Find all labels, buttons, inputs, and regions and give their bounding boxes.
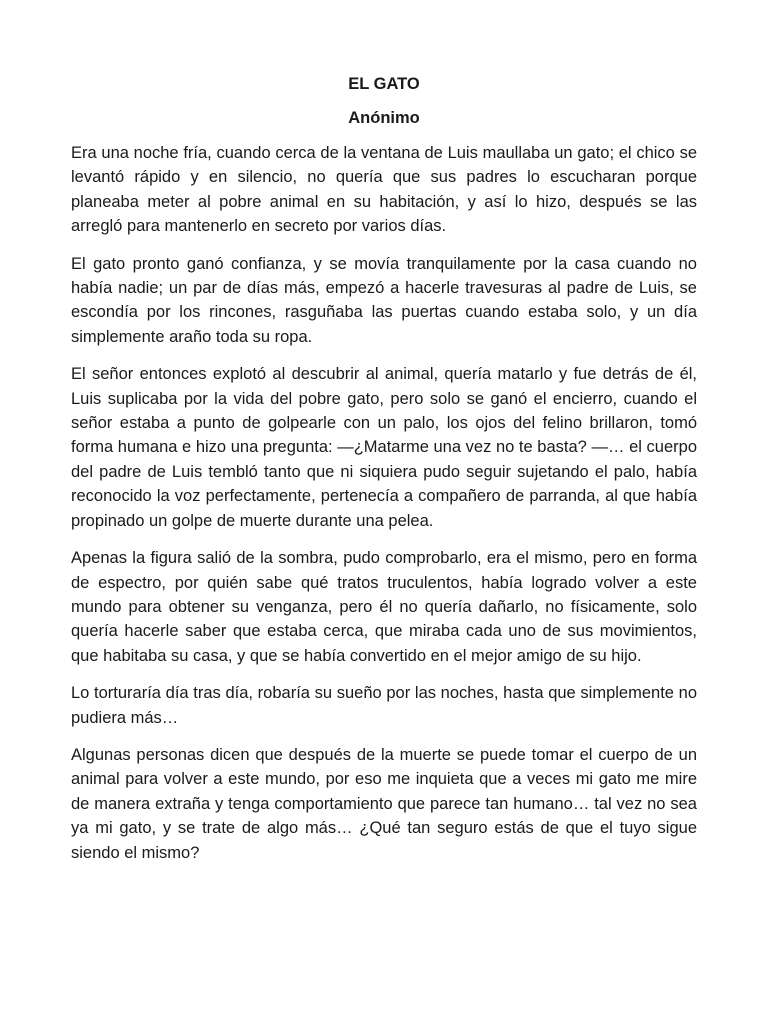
paragraph-3: El señor entonces explotó al descubrir al animal, quería matarlo y fue detrás de él, Luis suplicaba por la vida del pobre gato, pero solo se ganó el encierro, cuando el señor estaba a punto de golpearle con un palo, los ojos del felino brillaron, tomó forma humana e hizo una pregunta: —¿Matarme una vez no te basta? —… el cuerpo del padre de Luis tembló tanto que ni siquiera pudo seguir sujetando el palo, había reconocido la voz perfectamente, pertenecía a compañero de parranda, al que había propinado un golpe de muerte durante una pelea. [71,365,697,530]
document-author: Anónimo [348,109,420,127]
paragraph-6: Algunas personas dicen que después de la muerte se puede tomar el cuerpo de un animal para volver a este mundo, por eso me inquieta que a veces mi gato me mire de manera extraña y tenga comportamiento que parece tan humano… tal vez no sea ya mi gato, y se trate de algo más… ¿Qué tan seguro estás de que el tuyo sigue siendo el mismo? [71,745,697,862]
paragraph-1: Era una noche fría, cuando cerca de la ventana de Luis maullaba un gato; el chico se levantó rápido y en silencio, no quería que sus padres lo escucharan porque planeaba meter al pobre animal en su habitación, y así lo hizo, después se las arregló para mantenerlo en secreto por varios días. [71,144,697,236]
document-body [71,72,697,878]
paragraph-5: Lo torturaría día tras día, robaría su sueño por las noches, hasta que simplemente no pudiera más… [71,684,697,727]
document-title: EL GATO [348,75,420,93]
paragraph-4: Apenas la figura salió de la sombra, pudo comprobarlo, era el mismo, pero en forma de espectro, por quién sabe qué tratos truculentos, había logrado volver a este mundo para obtener su venganza, pero él no quería dañarlo, no físicamente, solo quería hacerle saber que estaba cerca, que miraba cada uno de sus movimientos, que habitaba su casa, y que se había convertido en el mejor amigo de su hijo. [71,549,697,665]
paragraph-2: El gato pronto ganó confianza, y se movía tranquilamente por la casa cuando no había nadie; un par de días más, empezó a hacerle travesuras al padre de Luis, se escondía por los rincones, rasguñaba las puertas cuando estaba solo, y un día simplemente araño toda su ropa. [71,254,697,346]
